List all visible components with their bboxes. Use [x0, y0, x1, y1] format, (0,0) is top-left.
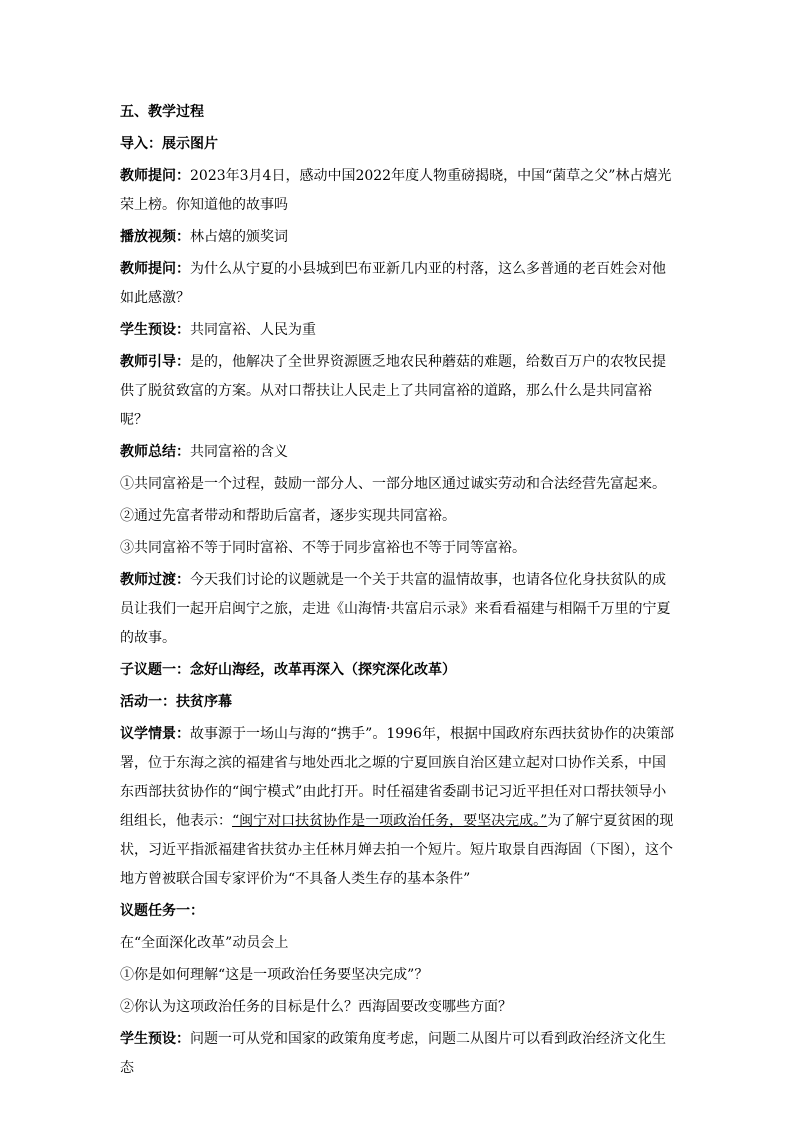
paragraph-text: 是的，他解决了全世界资源匮乏地农民种蘑菇的难题，给数百万户的农牧民提供了脱贫致富的方案。从对口帮扶让人民走上了共同富裕的道路，那么什么是共同富裕呢？ [120, 354, 666, 428]
paragraph-label: 播放视频： [120, 229, 190, 245]
intro-text: 展示图片 [162, 136, 218, 152]
list-item: ①共同富裕是一个过程，鼓励一部分人、一部分地区通过诚实劳动和合法经营先富起来。 [120, 476, 666, 492]
paragraph-text: 故事源于一场山与海的“携手”。1996年，根据中国政府东西扶贫协作的决策部署，位于东海之滨的福建省与地处西北之塬的宁夏回族自治区建立起对口协作关系，中国东西部扶贫协作的“闽宁模式”由此打开。时任福建省委副书记习近平担任对口帮扶领导小组组长，他表示： [120, 726, 674, 829]
paragraph-text: 为了解宁夏贫困的现状，习近平指派福建省扶贫办主任林月婵去拍一个短片。短片取景自西海固（下图），这个地方曾被联合国专家评价为“不具备人类生存的基本条件” [120, 813, 674, 887]
teacher-question-2 [120, 255, 676, 313]
teacher-guidance [120, 348, 676, 435]
paragraph-label: 教师总结： [120, 444, 190, 460]
student-expectation-2 [120, 1025, 676, 1083]
task-question: ①你是如何理解“这是一项政治任务要坚决完成”？ [120, 967, 429, 983]
paragraph-text: 为什么从宁夏的小县城到巴布亚新几内亚的村落，这么多普通的老百姓会对他如此感激？ [120, 261, 666, 306]
underlined-quote: “闽宁对口扶贫协作是一项政治任务，要坚决完成。” [232, 813, 548, 829]
intro-paragraph [120, 130, 676, 159]
play-video [120, 223, 676, 252]
task-heading: 议题任务一： [120, 903, 204, 919]
teacher-summary [120, 438, 676, 467]
paragraph-label: 教师引导： [120, 354, 190, 370]
paragraph-label: 教师提问： [120, 261, 190, 277]
paragraph-text: 2023年3月4日，感动中国2022年度人物重磅揭晓，中国“菌草之父”林占熺光荣上榜。你知道他的故事吗 [120, 168, 672, 213]
teacher-question-1 [120, 162, 676, 220]
paragraph-label: 学生预设： [120, 322, 190, 338]
sub-topic-heading: 子议题一：念好山海经，改革再深入（探究深化改革） [120, 662, 456, 678]
paragraph-text: 共同富裕、人民为重 [190, 322, 316, 338]
list-item: ③共同富裕不等于同时富裕、不等于同步富裕也不等于同等富裕。 [120, 540, 526, 556]
paragraph-text: 共同富裕的含义 [190, 444, 288, 460]
task-intro: 在“全面深化改革”动员会上 [120, 935, 289, 951]
intro-label: 导入： [120, 136, 162, 152]
teacher-transition [120, 566, 676, 653]
paragraph-text: 问题一可从党和国家的政策角度考虑，问题二从图片可以看到政治经济文化生态 [120, 1031, 666, 1076]
list-item: ②通过先富者带动和帮助后富者，逐步实现共同富裕。 [120, 508, 456, 524]
paragraph-text: 今天我们讨论的议题就是一个关于共富的温情故事，也请各位化身扶贫队的成员让我们一起开启闽宁之旅，走进《山海情·共富启示录》来看看福建与相隔千万里的宁夏的故事。 [120, 572, 671, 646]
paragraph-label: 教师过渡： [120, 572, 190, 588]
paragraph-label: 学生预设： [120, 1031, 190, 1047]
activity-heading: 活动一：扶贫序幕 [120, 694, 232, 710]
scenario-paragraph [120, 720, 676, 894]
task-question: ②你认为这项政治任务的目标是什么？西海固要改变哪些方面？ [120, 999, 512, 1015]
document-body [120, 98, 676, 1086]
paragraph-label: 议学情景： [120, 726, 190, 742]
paragraph-label: 教师提问： [120, 168, 190, 184]
section-title: 五、教学过程 [120, 104, 204, 120]
student-expectation-1 [120, 316, 676, 345]
paragraph-text: 林占熺的颁奖词 [190, 229, 288, 245]
